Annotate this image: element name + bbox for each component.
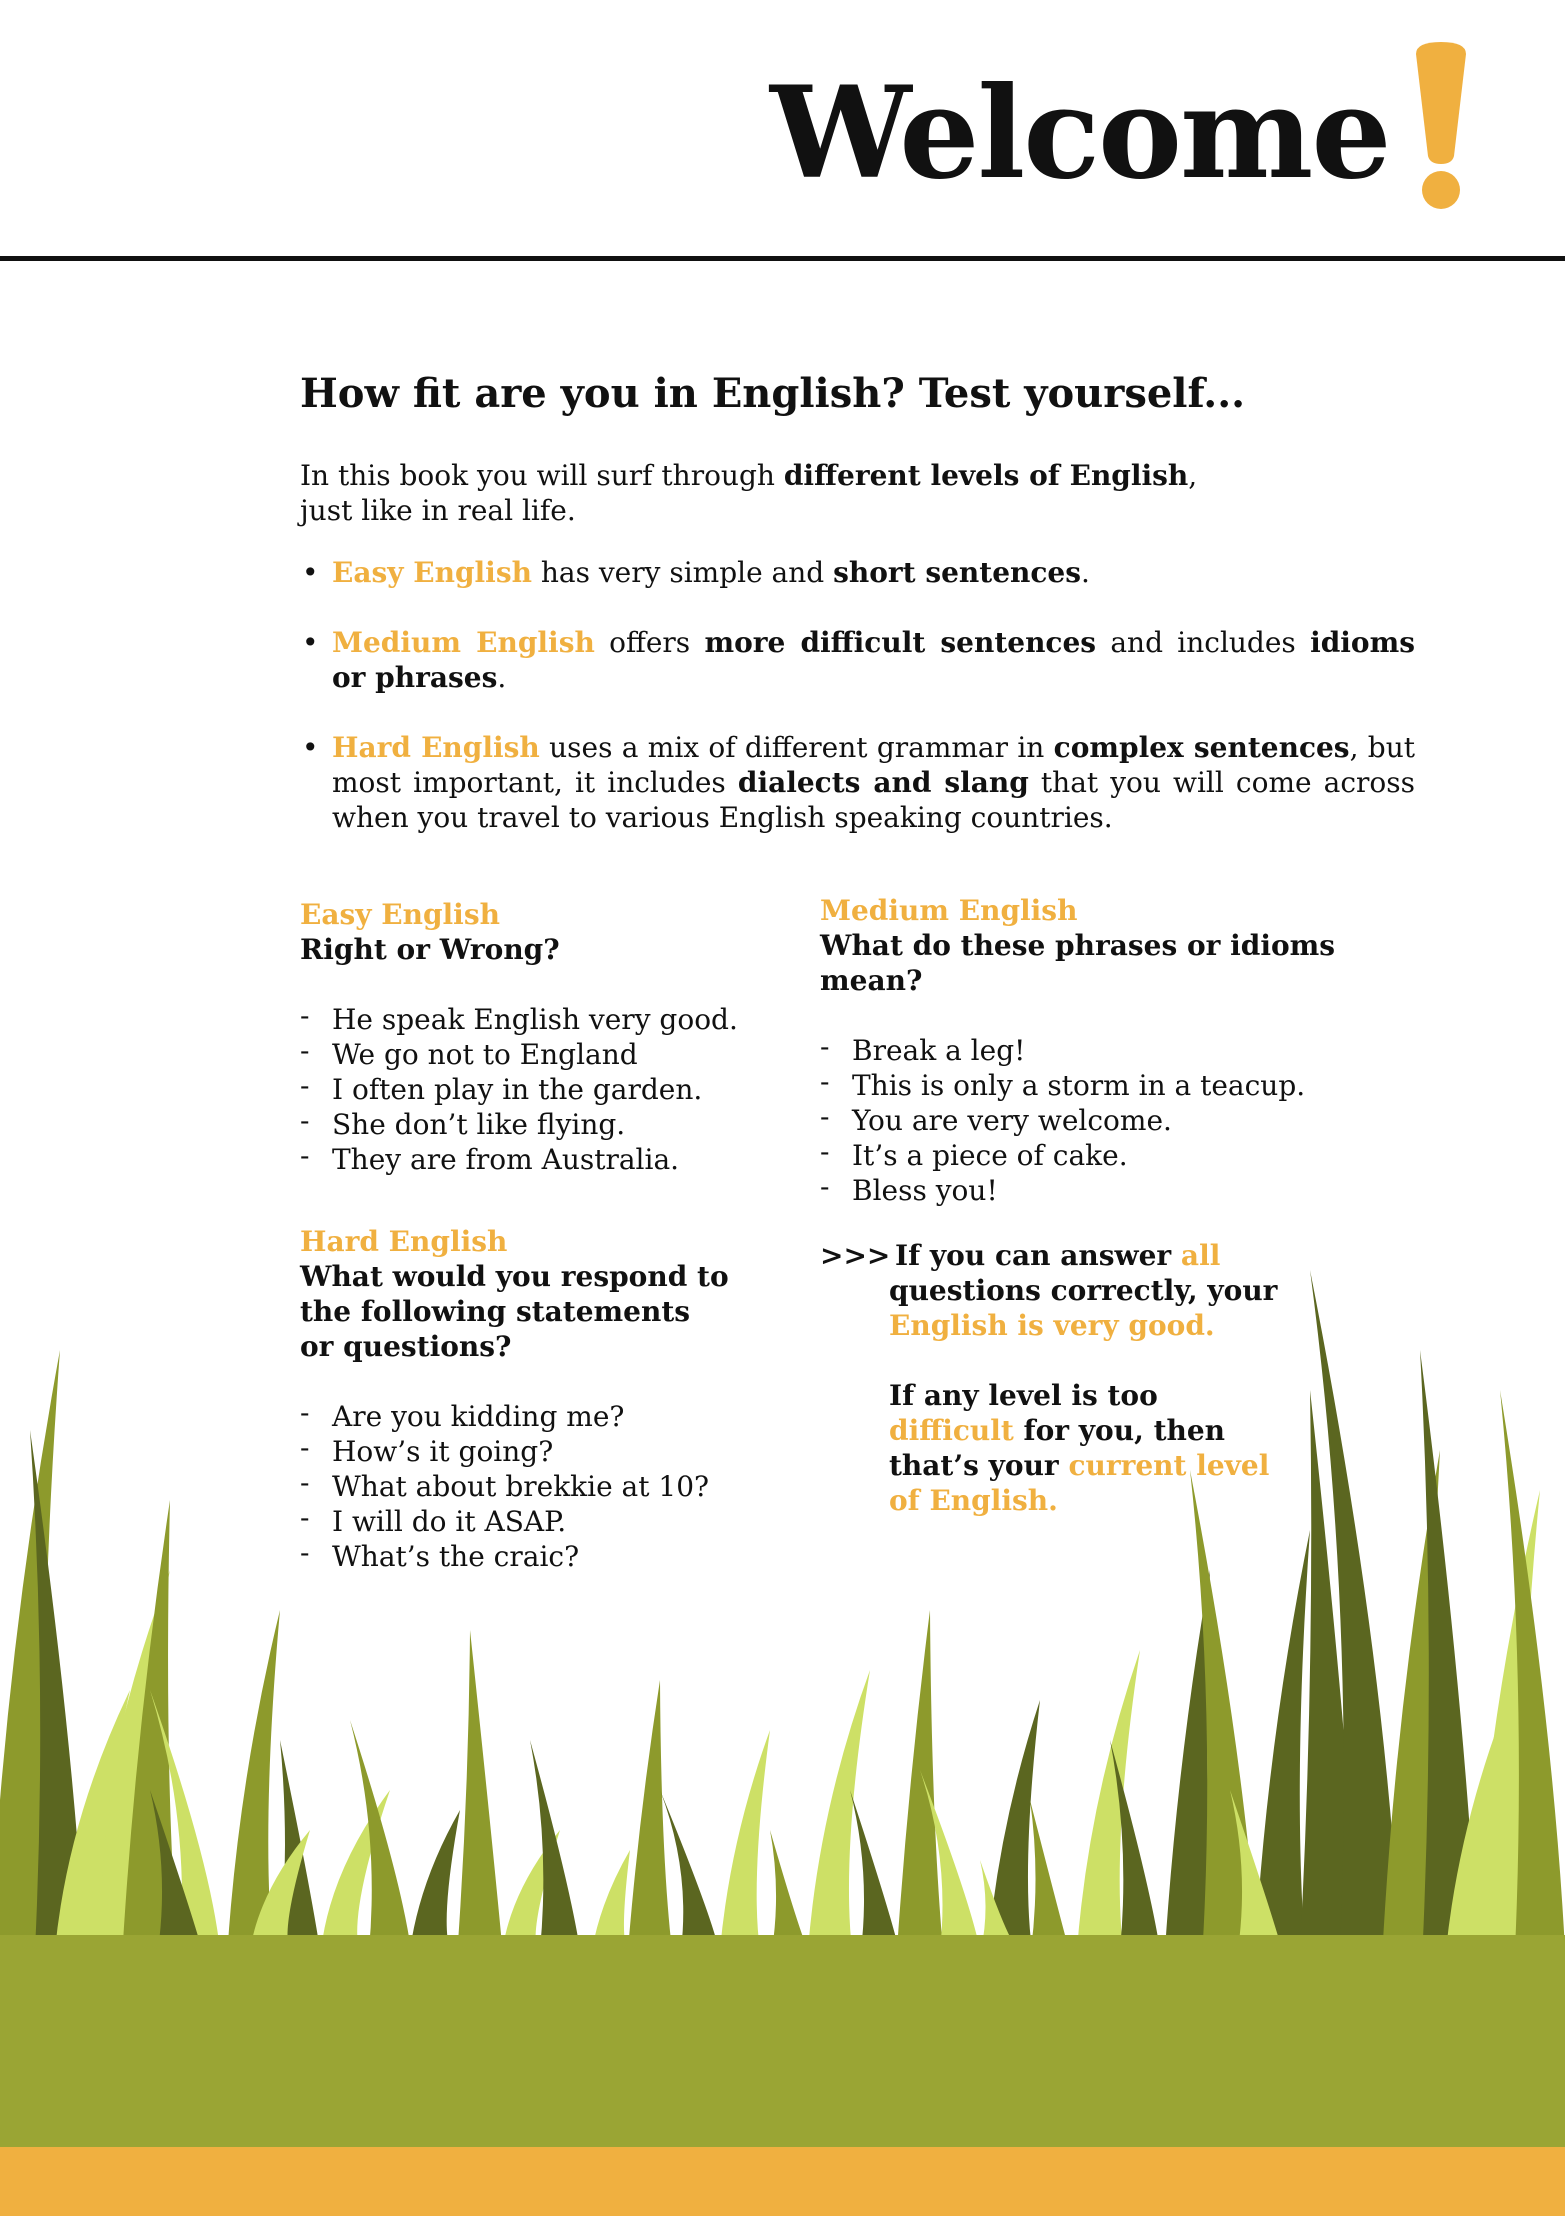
grass-blade	[628, 1680, 672, 1950]
list-item: - This is only a storm in a teacup.	[820, 1068, 1420, 1103]
level-item-easy: • Easy English has very simple and short sentences.	[300, 555, 1415, 590]
medium-question: What do these phrases or idioms mean?	[820, 929, 1336, 997]
grass-blade	[770, 1830, 808, 1950]
section-heading: How fit are you in English? Test yourself...	[300, 370, 1246, 417]
grass-blade	[1255, 1530, 1310, 1950]
list-item: - I often play in the garden.	[300, 1072, 780, 1107]
easy-items	[300, 1002, 780, 1177]
grass-blade	[897, 1610, 943, 1950]
hard-items	[300, 1399, 780, 1574]
header-divider	[0, 256, 1565, 261]
intro-paragraph: In this book you will surf through different levels of English, just like in real life.	[300, 459, 1198, 527]
tip-box	[820, 1238, 1340, 1518]
list-item: - You are very welcome.	[820, 1103, 1420, 1138]
list-item: - We go not to England	[300, 1037, 780, 1072]
grass-blade	[530, 1740, 580, 1950]
list-item: - She don’t like flying.	[300, 1107, 780, 1142]
hard-section	[300, 1224, 780, 1574]
exclamation-mark-icon	[1410, 40, 1472, 210]
medium-items	[820, 1033, 1420, 1208]
list-item: - How’s it going?	[300, 1434, 780, 1469]
list-item: - Are you kidding me?	[300, 1399, 780, 1434]
grass-blade	[850, 1790, 899, 1950]
hard-label: Hard English	[300, 1225, 508, 1258]
grass-blade	[350, 1720, 411, 1950]
levels-list	[300, 555, 1415, 870]
grass-blade	[410, 1810, 460, 1950]
arrows-marker: >>>	[820, 1239, 891, 1272]
medium-section	[820, 893, 1420, 1208]
tip-paragraph-2: If any level is too difficult for you, then that’s your current level of English.	[889, 1379, 1270, 1517]
level-item-hard: • Hard English uses a mix of different grammar in complex sentences, but most important, it includes dialects and slang that you will come across when you travel to various English speaking countries.	[300, 730, 1415, 835]
medium-label: Medium English	[820, 894, 1078, 927]
level-item-medium: • Medium English offers more difficult sentences and includes idioms or phrases.	[300, 625, 1415, 695]
easy-label: Easy English	[300, 898, 500, 931]
page-title: Welcome	[770, 59, 1390, 207]
footer-band	[0, 2147, 1565, 2216]
grass-blade	[1030, 1800, 1069, 1950]
list-item: - He speak English very good.	[300, 1002, 780, 1037]
list-item: - Break a leg!	[820, 1033, 1420, 1068]
easy-section	[300, 897, 780, 1177]
list-item: - What about brekkie at 10?	[300, 1469, 780, 1504]
grass-ground	[0, 1935, 1565, 2147]
list-item: - I will do it ASAP.	[300, 1504, 780, 1539]
grass-blade	[808, 1670, 870, 1950]
grass-blade	[720, 1730, 770, 1950]
list-item: - They are from Australia.	[300, 1142, 780, 1177]
list-item: - Bless you!	[820, 1173, 1420, 1208]
grass-blade	[458, 1630, 503, 1950]
hard-question: What would you respond to the following statements or questions?	[300, 1260, 729, 1363]
tip-paragraph-1: If you can answer all questions correctly, your English is very good.	[889, 1239, 1278, 1342]
list-item: - What’s the craic?	[300, 1539, 780, 1574]
easy-question: Right or Wrong?	[300, 933, 560, 966]
list-item: - It’s a piece of cake.	[820, 1138, 1420, 1173]
